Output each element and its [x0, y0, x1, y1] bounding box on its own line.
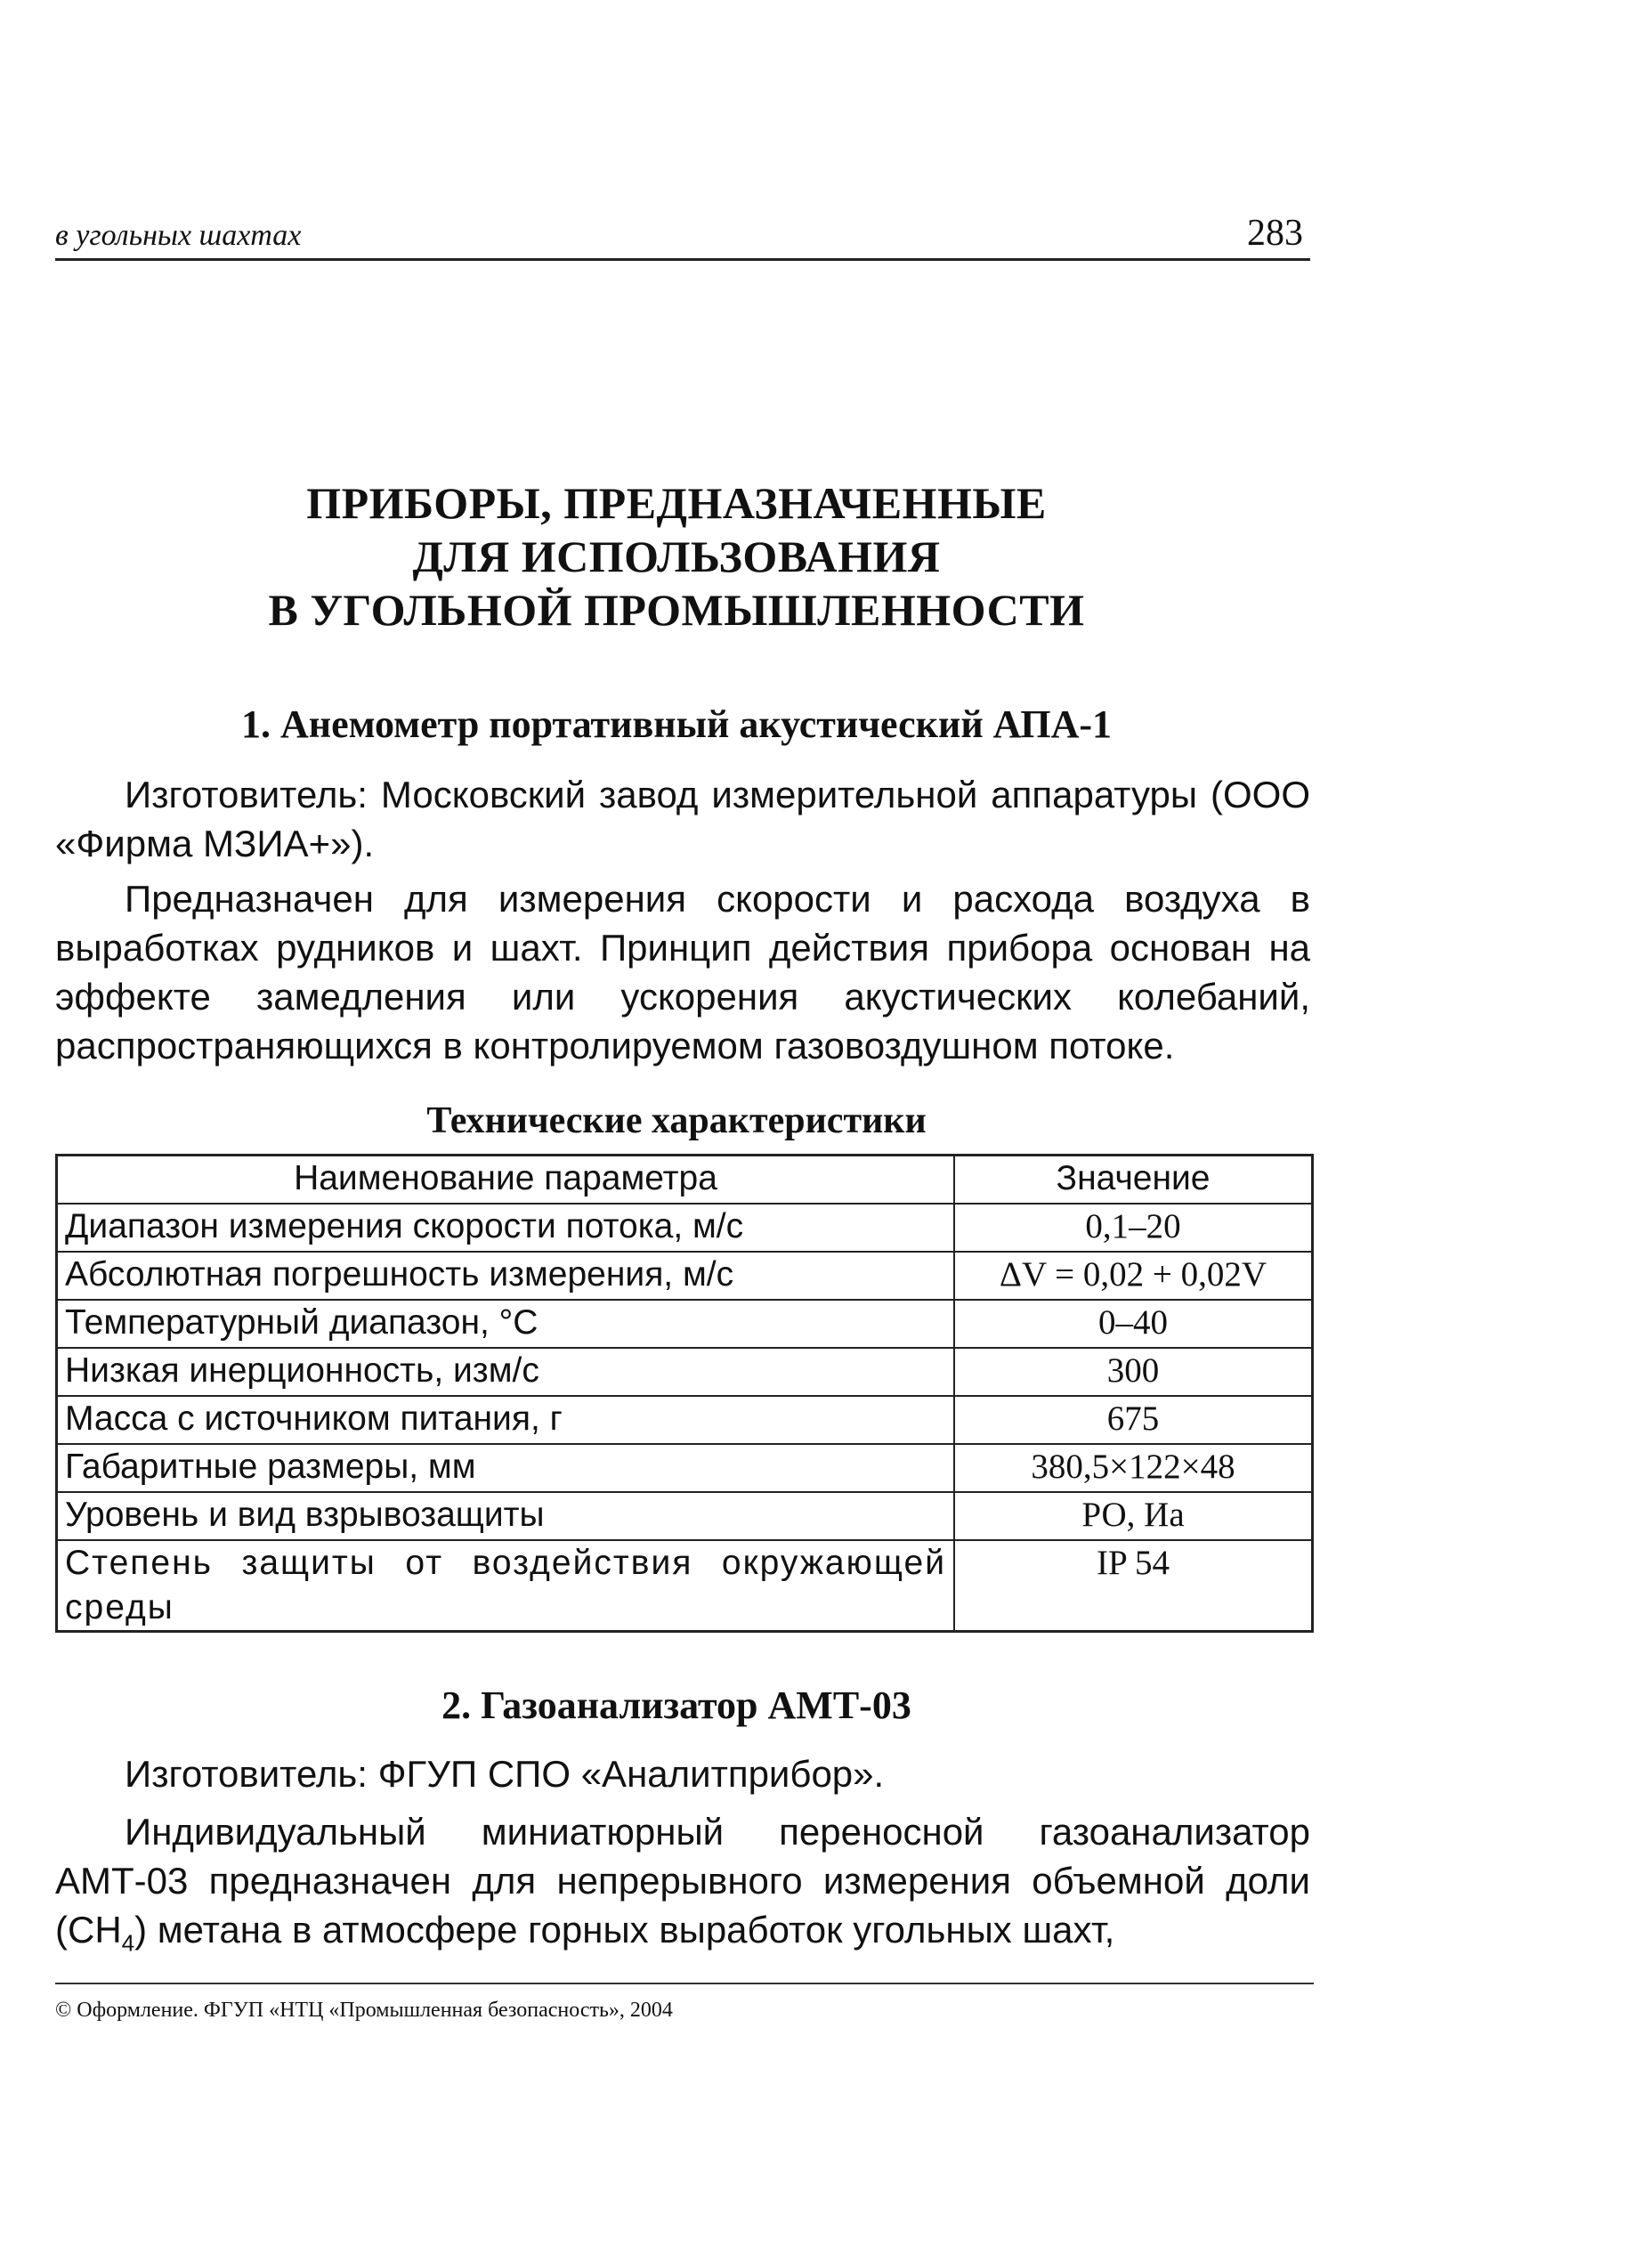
section-2-manufacturer [55, 1749, 1310, 1798]
table-cell-value: 300 [954, 1348, 1313, 1396]
table-row [57, 1492, 1313, 1540]
section-1-heading: 1. Анемометр портативный акустический АПА-1 [240, 702, 1113, 746]
table-cell-value: ΔV = 0,02 + 0,02V [954, 1252, 1313, 1300]
table-cell-param: Диапазон измерения скорости потока, м/с [57, 1204, 955, 1252]
section-1-description [55, 874, 1310, 1070]
section-2-description-end: ) метана в атмосфере горных выработок угольных шахт, [134, 1909, 1115, 1951]
chapter-title [178, 476, 1175, 637]
copyright-footer: © Оформление. ФГУП «НТЦ «Промышленная безопасность», 2004 [55, 1999, 673, 2022]
table-cell-param: Степень защиты от воздействия окружающей среды [57, 1540, 955, 1632]
table-cell-value: 675 [954, 1396, 1313, 1444]
running-head-section: в угольных шахтах [55, 219, 302, 252]
table-cell-value: 380,5×122×48 [954, 1444, 1313, 1492]
table-row [57, 1204, 1313, 1252]
footer-divider [55, 1983, 1314, 1984]
table-row [57, 1540, 1313, 1632]
table-row [57, 1396, 1313, 1444]
table-header-value: Значение [954, 1156, 1313, 1205]
section-2-description-start: Индивидуальный миниатюрный переносной газоанализатор АМТ-03 предназначен для непрерывного измерения объемной доли (CH [55, 1811, 1310, 1951]
table-cell-param: Температурный диапазон, °С [57, 1300, 955, 1348]
section-2-subscript: 4 [121, 1929, 135, 1957]
section-1-description-text: Предназначен для измерения скорости и расхода воздуха в выработках рудников и шахт. Принцип действия прибора основан на эффекте замедления или ускорения акустических колебаний, распространяющихся в контролируемом газовоздушном потоке. [55, 878, 1310, 1067]
table-cell-param: Уровень и вид взрывозащиты [57, 1492, 955, 1540]
table-header-param: Наименование параметра [57, 1156, 955, 1205]
spec-table [55, 1154, 1314, 1633]
table-title: Технические характеристики [426, 1100, 927, 1141]
chapter-title-line-3: В УГОЛЬНОЙ ПРОМЫШЛЕННОСТИ [268, 585, 1085, 635]
table-row [57, 1300, 1313, 1348]
section-2-description [55, 1807, 1310, 1957]
chapter-title-line-1: ПРИБОРЫ, ПРЕДНАЗНАЧЕННЫЕ [306, 478, 1047, 528]
chapter-title-line-2: ДЛЯ ИСПОЛЬЗОВАНИЯ [412, 531, 941, 581]
section-1-manufacturer-text: Изготовитель: Московский завод измерительной аппаратуры (ООО «Фирма МЗИА+»). [55, 774, 1310, 864]
table-cell-param: Абсолютная погрешность измерения, м/с [57, 1252, 955, 1300]
table-cell-value: 0,1–20 [954, 1204, 1313, 1252]
table-cell-param: Габаритные размеры, мм [57, 1444, 955, 1492]
page-number: 283 [1247, 213, 1303, 254]
table-row [57, 1444, 1313, 1492]
table-cell-value: IP 54 [954, 1540, 1313, 1632]
running-head [55, 207, 1310, 261]
section-2-manufacturer-text: Изготовитель: ФГУП СПО «Аналитприбор». [125, 1753, 885, 1795]
table-cell-value: РО, Иа [954, 1492, 1313, 1540]
table-row [57, 1348, 1313, 1396]
section-1-manufacturer [55, 770, 1310, 868]
section-2-heading: 2. Газоанализатор АМТ-03 [441, 1683, 911, 1727]
table-cell-param: Низкая инерционность, изм/с [57, 1348, 955, 1396]
table-row [57, 1252, 1313, 1300]
table-header-row [57, 1156, 1313, 1205]
table-cell-value: 0–40 [954, 1300, 1313, 1348]
table-cell-param: Масса с источником питания, г [57, 1396, 955, 1444]
